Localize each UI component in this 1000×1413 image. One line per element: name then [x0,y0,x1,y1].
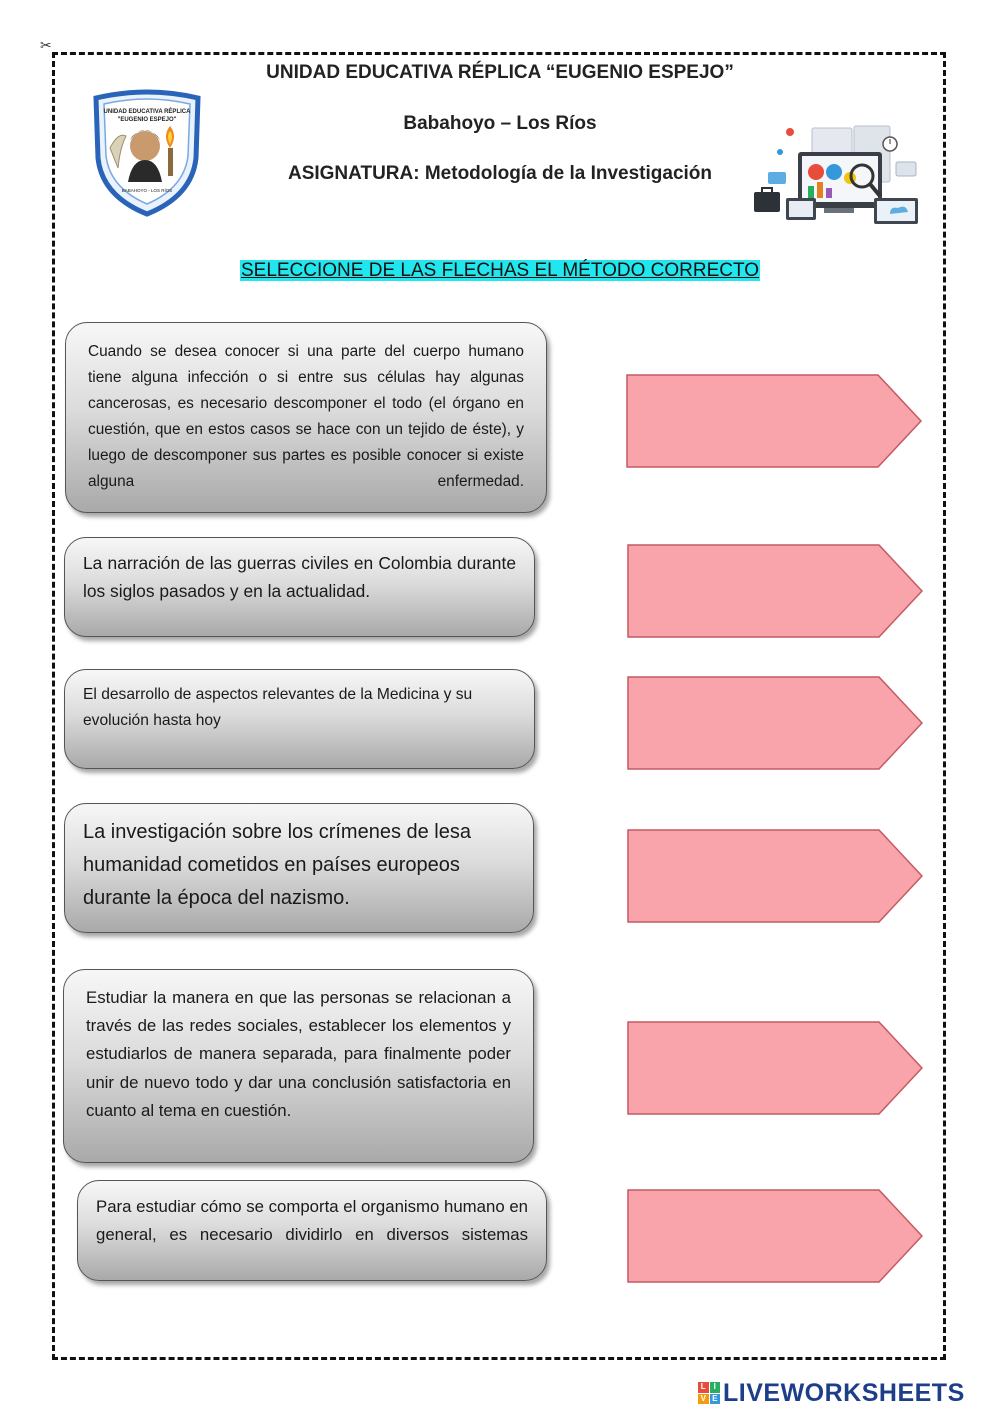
arrow-shape-4 [628,830,922,922]
school-title: UNIDAD EDUCATIVA RÉPLICA “EUGENIO ESPEJO” [266,62,734,83]
liveworksheets-wordmark: LIVEWORKSHEETS [723,1378,965,1407]
answer-arrow-4[interactable] [627,829,923,923]
liveworksheets-icon [698,1382,720,1404]
scenario-card-6 [77,1180,547,1281]
answer-arrow-5[interactable] [627,1021,923,1115]
scenario-text-6: Para estudiar cómo se comporta el organismo humano en general, es necesario dividirlo en diversos sistemas [96,1197,528,1245]
crest-top-text: UNIDAD EDUCATIVA RÉPLICA [103,109,191,115]
school-crest-logo [88,88,206,218]
answer-arrow-2[interactable] [627,544,923,638]
subject-title: ASIGNATURA: Metodología de la Investigación [287,163,712,184]
arrow-shape-1 [627,375,921,467]
scenario-text-1: Cuando se desea conocer si una parte del cuerpo humano tiene alguna infección o si entre sus células hay algunas cancerosas, es necesario descomponer el todo (el órgano en cuestión, que en estos casos se hace con un tejido de éste), y luego de descomponer sus partes es posible conocer si existe alguna enfermedad. [88,343,524,490]
scenario-card-5 [63,969,534,1163]
city-title: Babahoyo – Los Ríos [403,113,597,134]
answer-arrow-6[interactable] [627,1189,923,1283]
arrow-shape-3 [628,677,922,769]
scenario-card-1 [65,322,547,513]
arrow-shape-5 [628,1022,922,1114]
scenario-text-2: La narración de las guerras civiles en Colombia durante los siglos pasados y en la actualidad. [83,553,516,601]
scenario-card-2 [64,537,535,637]
scenario-text-3: El desarrollo de aspectos relevantes de la Medicina y su evolución hasta hoy [83,686,473,729]
scenario-text-4: La investigación sobre los crímenes de lesa humanidad cometidos en países europeos durante la época del nazismo. [83,821,471,909]
crest-name-text: "EUGENIO ESPEJO" [117,117,177,123]
brand-letter-v: V [698,1394,709,1405]
instruction-banner [0,260,1000,282]
brand-letter-l: L [698,1382,709,1393]
scenario-card-3 [64,669,535,769]
data-analytics-illustration [750,122,926,230]
liveworksheets-logo [698,1378,965,1408]
instruction-text: SELECCIONE DE LAS FLECHAS EL MÉTODO CORRECTO [240,260,760,281]
brand-letter-i: I [710,1382,721,1393]
scenario-text-5: Estudiar la manera en que las personas se relacionan a través de las redes sociales, establecer los elementos y estudiarlos de manera separada, para finalmente poder unir de nuevo todo y dar una conclusión satisfactoria en cuanto al tema en cuestión. [86,988,511,1120]
answer-arrow-1[interactable] [626,374,922,468]
answer-arrow-3[interactable] [627,676,923,770]
scenario-card-4 [64,803,534,933]
arrow-shape-2 [628,545,922,637]
arrow-shape-6 [628,1190,922,1282]
crest-bottom-text: BABAHOYO - LOS RÍOS [121,188,173,193]
brand-letter-e: E [710,1394,721,1405]
scissors-icon: ✂ [40,37,52,53]
